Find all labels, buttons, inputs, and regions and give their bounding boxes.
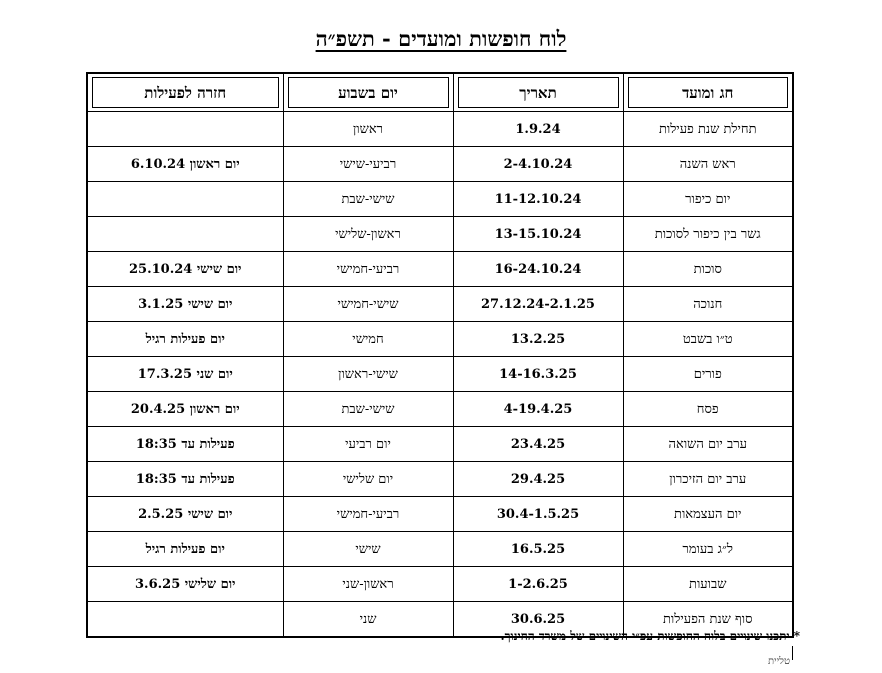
cell-holiday: חנוכה	[623, 287, 793, 322]
cell-return: יום שישי 2.5.25	[87, 497, 283, 532]
cell-weekday: ראשון	[283, 112, 453, 147]
table-row	[87, 497, 793, 532]
cell-return	[87, 602, 283, 638]
cell-weekday: יום שלישי	[283, 462, 453, 497]
cell-holiday: ט״ו בשבט	[623, 322, 793, 357]
table-row	[87, 532, 793, 567]
cell-holiday: ערב יום השואה	[623, 427, 793, 462]
cell-date: 16.5.25	[453, 532, 623, 567]
cell-return	[87, 217, 283, 252]
table-row	[87, 322, 793, 357]
cell-holiday: תחילת שנת פעילות	[623, 112, 793, 147]
table-row	[87, 287, 793, 322]
table-row	[87, 147, 793, 182]
cell-holiday: ראש השנה	[623, 147, 793, 182]
cell-return: פעילות עד 18:35	[87, 462, 283, 497]
cell-holiday: פורים	[623, 357, 793, 392]
cell-holiday: פסח	[623, 392, 793, 427]
cell-date: 29.4.25	[453, 462, 623, 497]
table-row	[87, 217, 793, 252]
cell-weekday: שני	[283, 602, 453, 638]
cell-holiday: יום העצמאות	[623, 497, 793, 532]
table-body	[87, 112, 793, 638]
cell-date: 27.12.24-2.1.25	[453, 287, 623, 322]
cell-weekday: יום רביעי	[283, 427, 453, 462]
page-title-text: לוח חופשות ומועדים - תשפ״ה	[315, 26, 567, 51]
table-row	[87, 392, 793, 427]
cell-weekday: שישי	[283, 532, 453, 567]
cell-holiday: סוכות	[623, 252, 793, 287]
cell-return	[87, 182, 283, 217]
cell-date: 13-15.10.24	[453, 217, 623, 252]
cell-date: 2-4.10.24	[453, 147, 623, 182]
cell-date: 14-16.3.25	[453, 357, 623, 392]
table-row	[87, 252, 793, 287]
cell-date: 30.6.25	[453, 602, 623, 638]
footer-divider	[792, 646, 793, 660]
cell-return: יום פעילות רגיל	[87, 532, 283, 567]
header-return: חזרה לפעילות	[87, 73, 283, 112]
footer-signature: טליית	[767, 656, 790, 667]
header-weekday: יום בשבוע	[283, 73, 453, 112]
cell-weekday: רביעי-שישי	[283, 147, 453, 182]
cell-date: 1-2.6.25	[453, 567, 623, 602]
cell-weekday: ראשון-שלישי	[283, 217, 453, 252]
table-header-row	[87, 73, 793, 112]
cell-return: יום שישי 3.1.25	[87, 287, 283, 322]
cell-holiday: יום כיפור	[623, 182, 793, 217]
cell-date: 4-19.4.25	[453, 392, 623, 427]
table-row	[87, 462, 793, 497]
cell-weekday: רביעי-חמישי	[283, 497, 453, 532]
holidays-table	[86, 72, 794, 638]
cell-date: 16-24.10.24	[453, 252, 623, 287]
cell-weekday: שישי-שבת	[283, 392, 453, 427]
cell-holiday: סוף שנת הפעילות	[623, 602, 793, 638]
cell-return	[87, 112, 283, 147]
cell-date: 13.2.25	[453, 322, 623, 357]
header-holiday: חג ומועד	[623, 73, 793, 112]
cell-return: יום שני 17.3.25	[87, 357, 283, 392]
cell-weekday: חמישי	[283, 322, 453, 357]
cell-weekday: שישי-שבת	[283, 182, 453, 217]
table-row	[87, 567, 793, 602]
cell-weekday: ראשון-שני	[283, 567, 453, 602]
cell-return: פעילות עד 18:35	[87, 427, 283, 462]
cell-return: יום שלישי 3.6.25	[87, 567, 283, 602]
cell-weekday: רביעי-חמישי	[283, 252, 453, 287]
cell-return: יום ראשון 6.10.24	[87, 147, 283, 182]
cell-holiday: גשר בין כיפור לסוכות	[623, 217, 793, 252]
table-row	[87, 112, 793, 147]
cell-weekday: שישי-ראשון	[283, 357, 453, 392]
cell-holiday: ערב יום הזיכרון	[623, 462, 793, 497]
cell-return: יום ראשון 20.4.25	[87, 392, 283, 427]
cell-date: 11-12.10.24	[453, 182, 623, 217]
cell-holiday: ל״ג בעומר	[623, 532, 793, 567]
cell-date: 1.9.24	[453, 112, 623, 147]
changes-note: * יתכנו שינויים בלוח החופשות עפ״י השינויים של משרד החינוך.	[500, 629, 800, 643]
table-row	[87, 357, 793, 392]
cell-date: 23.4.25	[453, 427, 623, 462]
cell-holiday: שבועות	[623, 567, 793, 602]
table-row	[87, 427, 793, 462]
page-title	[0, 26, 882, 52]
cell-date: 30.4-1.5.25	[453, 497, 623, 532]
cell-return: יום שישי 25.10.24	[87, 252, 283, 287]
cell-weekday: שישי-חמישי	[283, 287, 453, 322]
table-row	[87, 182, 793, 217]
header-date: תאריך	[453, 73, 623, 112]
cell-return: יום פעילות רגיל	[87, 322, 283, 357]
